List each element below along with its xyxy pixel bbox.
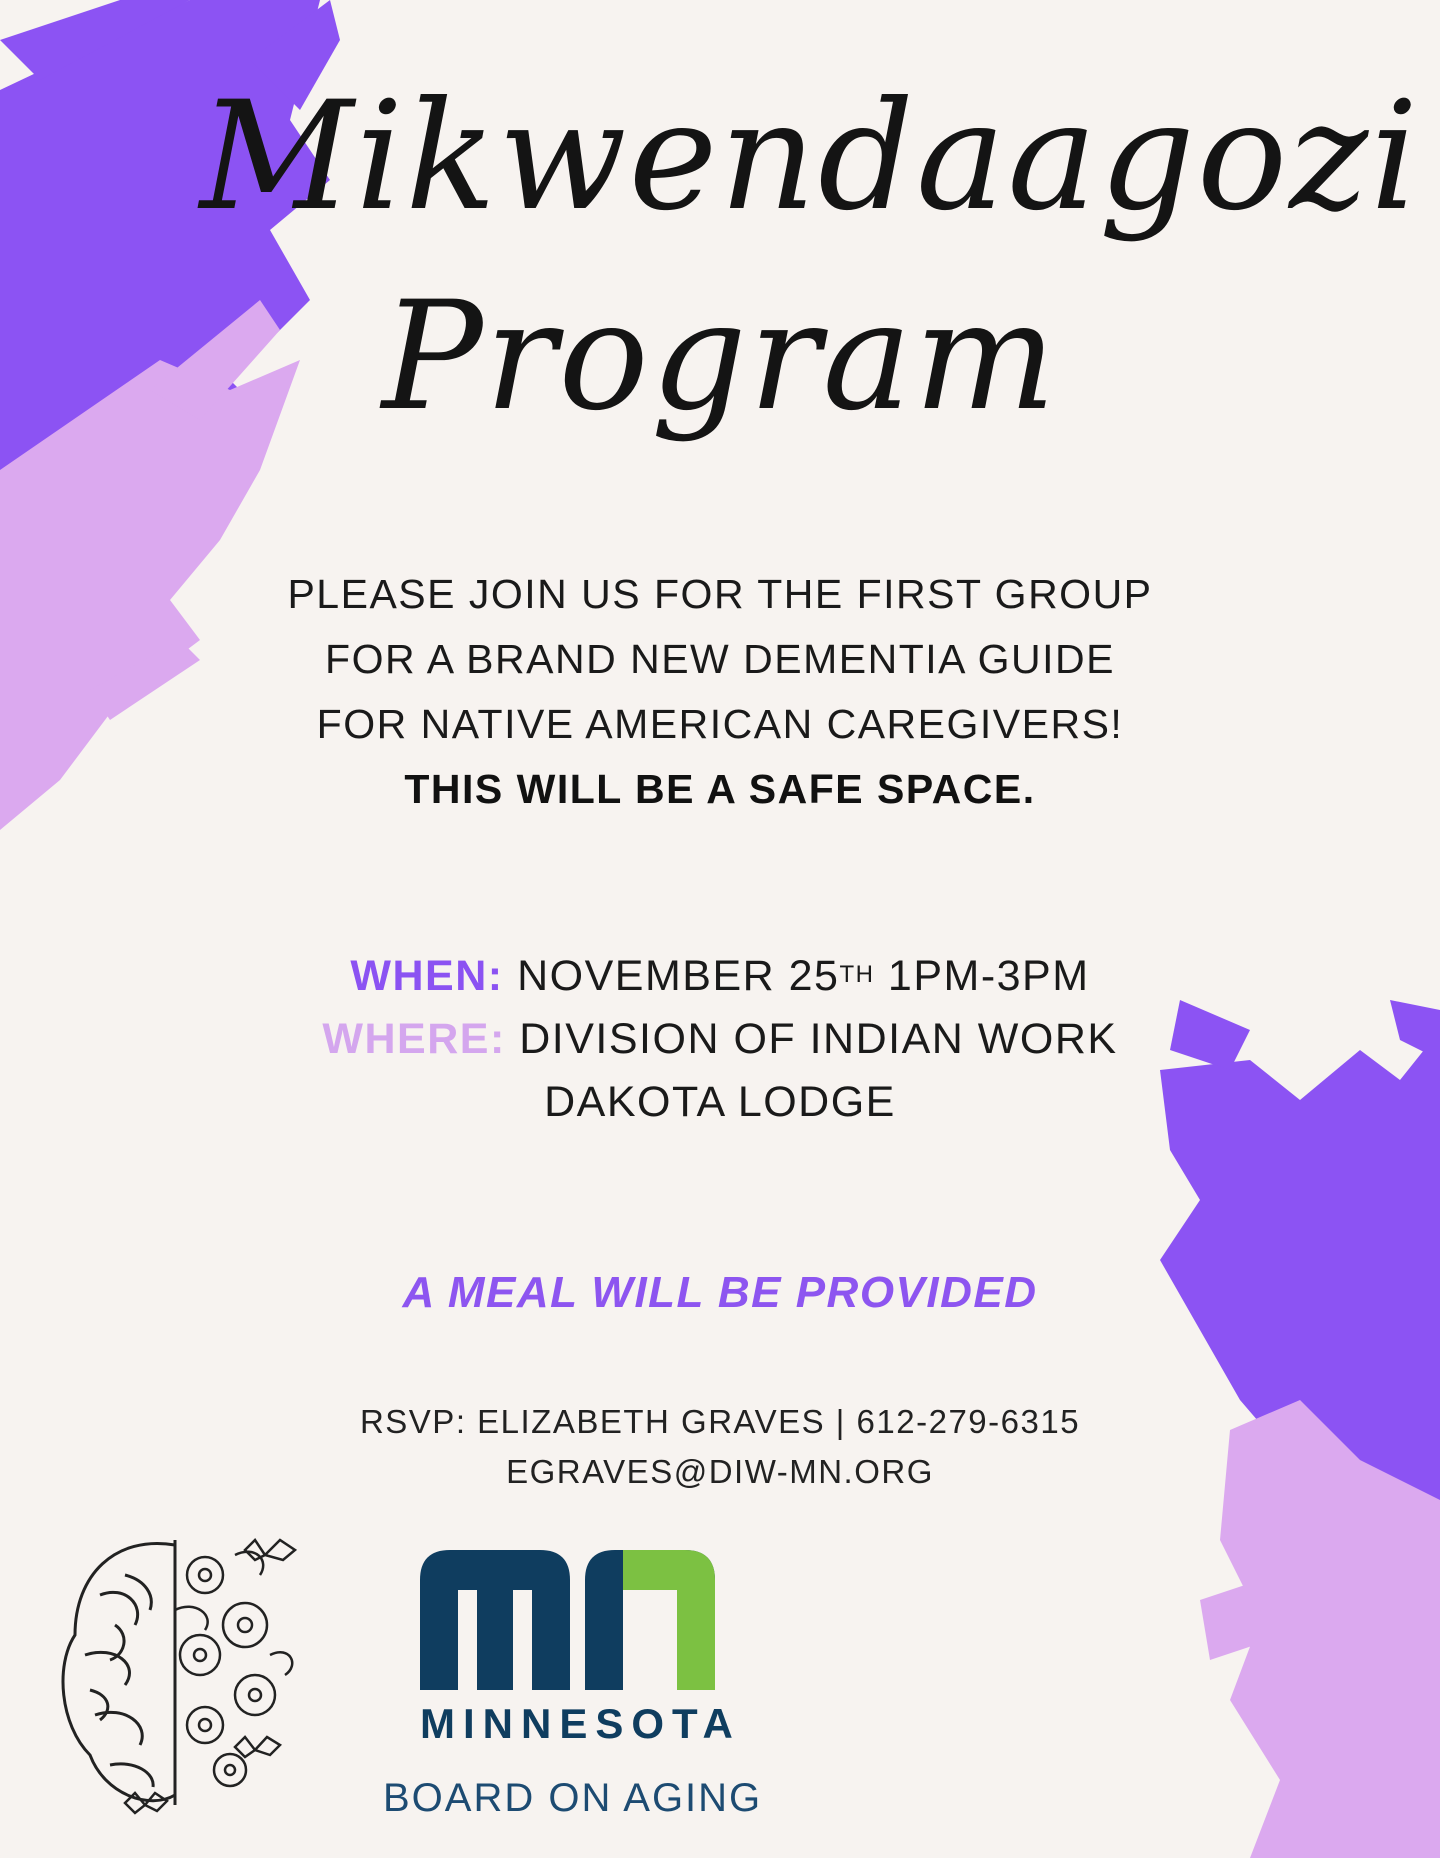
when-date: NOVEMBER 25 (517, 952, 840, 1000)
where-value-line-2: DAKOTA LODGE (544, 1078, 896, 1126)
brain-flower-illustration (55, 1515, 305, 1825)
when-time: 1PM-3PM (887, 952, 1090, 1000)
where-value: DIVISION OF INDIAN WORK (519, 1015, 1118, 1063)
rsvp-info (0, 1397, 1440, 1497)
minnesota-wordmark: MINNESOTA (420, 1700, 741, 1747)
minnesota-logo-icon (420, 1550, 730, 1690)
when-label: WHEN: (350, 952, 504, 1000)
intro-line-1: PLEASE JOIN US FOR THE FIRST GROUP (287, 571, 1153, 617)
intro-text (0, 562, 1440, 822)
intro-line-3: FOR NATIVE AMERICAN CAREGIVERS! (316, 701, 1124, 747)
title-line-1: Mikwendaagozi (199, 70, 1421, 244)
board-on-aging-label: BOARD ON AGING (383, 1776, 763, 1820)
rsvp-email: EGRAVES@DIW-MN.ORG (506, 1453, 934, 1490)
where-label: WHERE: (322, 1015, 506, 1063)
title-line-2: Program (381, 270, 1059, 444)
when-date-suffix: TH (839, 961, 875, 988)
where-row (0, 1008, 1440, 1071)
butterfly-icon (125, 1540, 295, 1813)
safe-space-line: THIS WILL BE A SAFE SPACE. (404, 766, 1036, 812)
when-row (0, 945, 1440, 1008)
intro-line-2: FOR A BRAND NEW DEMENTIA GUIDE (325, 636, 1115, 682)
rsvp-line-1: RSVP: ELIZABETH GRAVES | 612-279-6315 (359, 1403, 1081, 1440)
event-details (0, 945, 1440, 1134)
meal-notice: A MEAL WILL BE PROVIDED (402, 1268, 1038, 1317)
